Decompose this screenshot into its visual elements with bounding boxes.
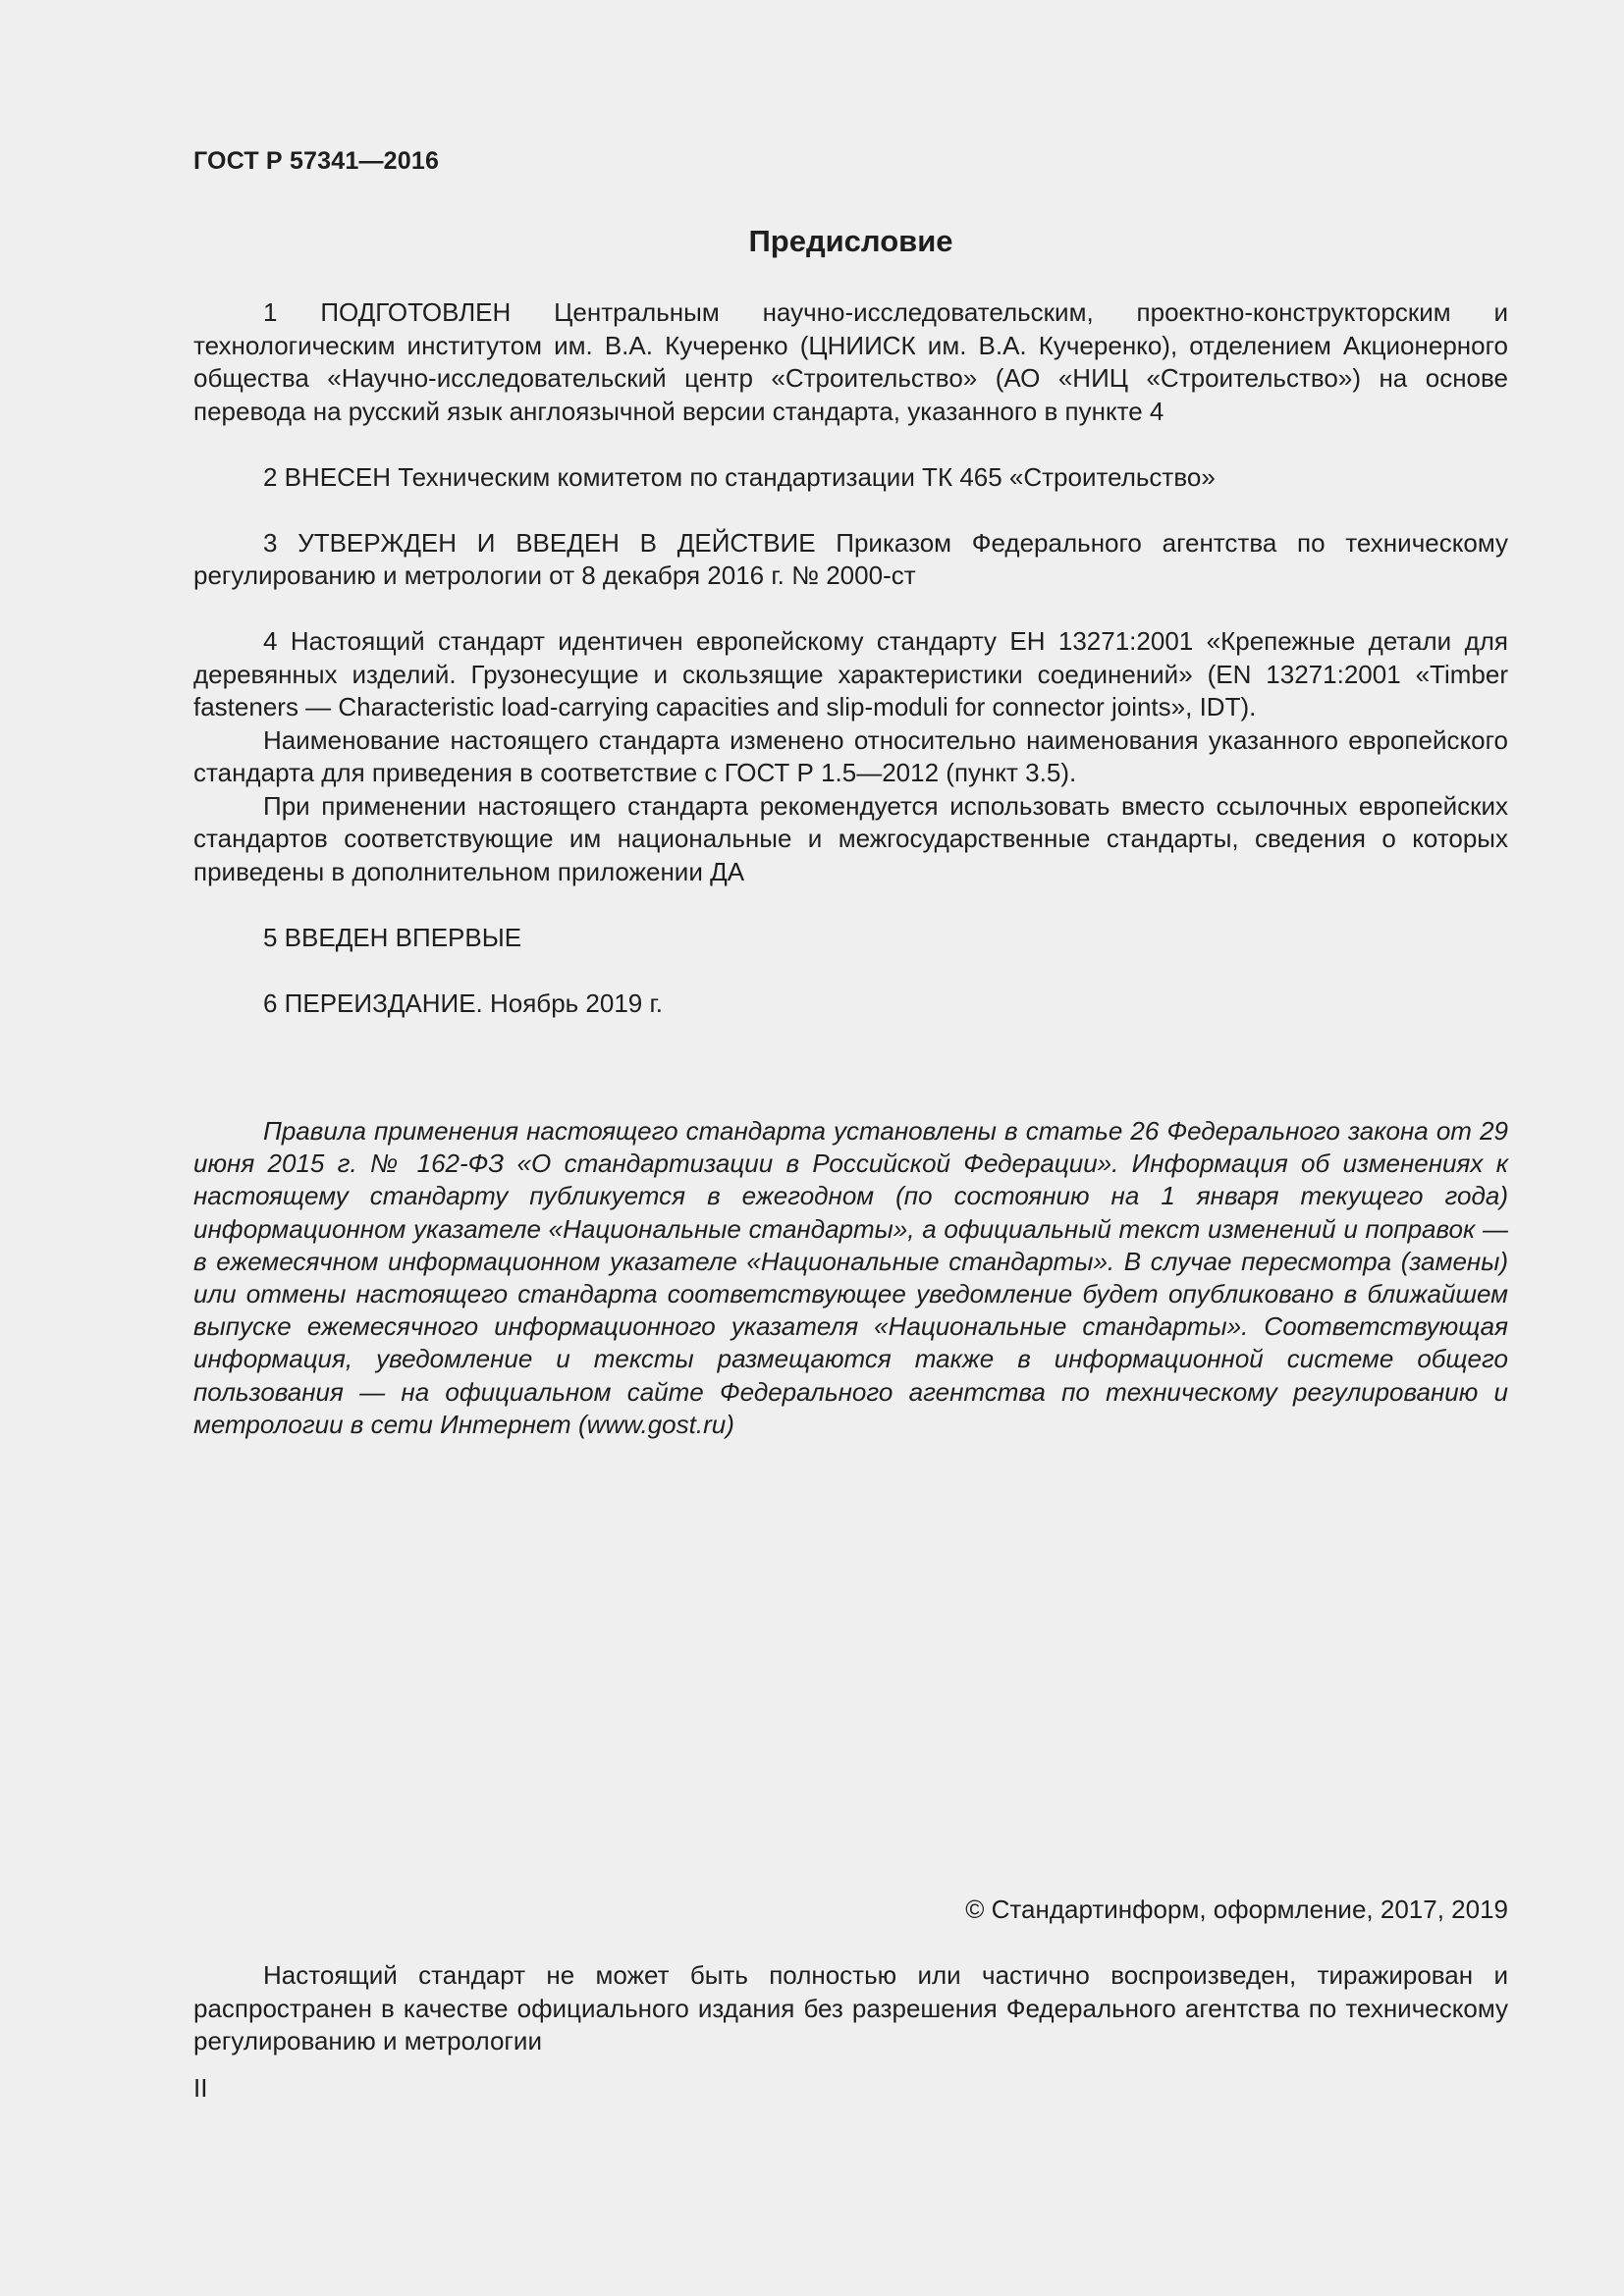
foreword-item-3: 3 УТВЕРЖДЕН И ВВЕДЕН В ДЕЙСТВИЕ Приказом Федерального агентства по техническому регулированию и метрологии от 8 декабря 2016 г. № 2000-ст bbox=[193, 527, 1508, 590]
document-code: ГОСТ Р 57341—2016 bbox=[193, 147, 440, 175]
foreword-item-6: 6 ПЕРЕИЗДАНИЕ. Ноябрь 2019 г. bbox=[263, 988, 664, 1018]
foreword-item-1: 1 ПОДГОТОВЛЕН Центральным научно-исследовательским, проектно-конструкторским и технологическим институтом им. В.А. Кучеренко (ЦНИИСК им. В.А. Кучеренко), отделением Акционерного общества «Научно-исследовательский центр «Строительство» (АО «НИЦ «Строительство») на основе перевода на русский язык англоязычной версии стандарта, указанного в пункте 4 bbox=[193, 297, 1508, 426]
foreword-item-5: 5 ВВЕДЕН ВПЕРВЫЕ bbox=[263, 922, 522, 952]
foreword-item-4: 4 Настоящий стандарт идентичен европейскому стандарту ЕН 13271:2001 «Крепежные детали для деревянных изделий. Грузонесущие и скользящие характеристики соединений» (EN 13271:2001 «Timber fasteners — Characteristic load-carrying capacities and slip-moduli for connector joints», IDT). bbox=[193, 626, 1508, 721]
notice-text: Правила применения настоящего стандарта установлены в статье 26 Федерального закона от 29 июня 2015 г. № 162-ФЗ «О стандартизации в Российской Федерации». Информация об изменениях к настоящему стандарту публикуется в ежегодном (по состоянию на 1 января текущего года) информационном указателе «Национальные стандарты», а официальный текст изменений и поправок — в ежемесячном информационном указателе «Национальные стандарты». В случае пересмотра (замены) или отмены настоящего стандарта соответствующее уведомление будет опубликовано в ближайшем выпуске ежемесячного информационного указателя «Национальные стандарты». Соответствующая информация, уведомление и тексты размещаются также в информационной системе общего пользования — на официальном сайте Федерального агентства по техническому регулированию и метрологии в сети Интернет (www.gost.ru) bbox=[193, 1116, 1508, 1439]
page-title: Предисловие bbox=[748, 224, 953, 258]
application-rules-notice bbox=[193, 1115, 1508, 1441]
reproduction-text: Настоящий стандарт не может быть полностью или частично воспроизведен, тиражирован и распространен в качестве официального издания без разрешения Федерального агентства по техническому регулированию и метрологии bbox=[193, 1960, 1508, 2056]
foreword-item-2: 2 ВНЕСЕН Техническим комитетом по стандартизации ТК 465 «Строительство» bbox=[263, 461, 1216, 492]
page-number: II bbox=[193, 2073, 208, 2103]
foreword-body bbox=[193, 296, 1508, 1020]
foreword-item-4-usage-note: При применении настоящего стандарта рекомендуется использовать вместо ссылочных европейских стандартов соответствующие им национальные и межгосударственные стандарты, сведения о которых приведены в дополнительном приложении ДА bbox=[193, 790, 1508, 886]
reproduction-notice bbox=[193, 1959, 1508, 2058]
copyright-line: © Стандартинформ, оформление, 2017, 2019 bbox=[965, 1895, 1508, 1924]
foreword-item-4-name-note: Наименование настоящего стандарта изменено относительно наименования указанного европейского стандарта для приведения в соответствие с ГОСТ Р 1.5—2012 (пункт 3.5). bbox=[193, 724, 1508, 787]
